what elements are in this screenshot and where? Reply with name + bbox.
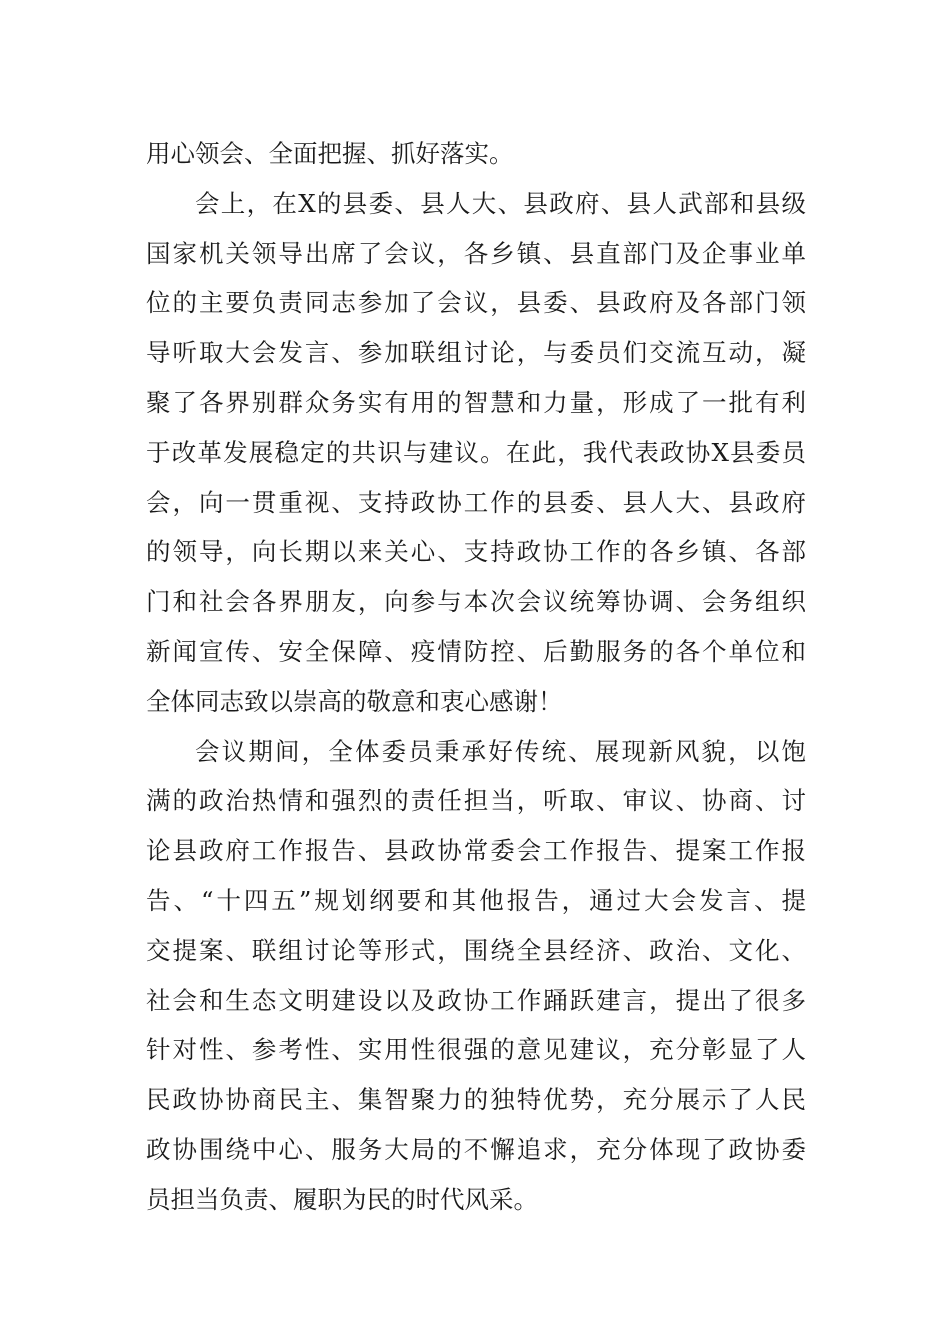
text-line: 的领导，向长期以来关心、支持政协工作的各乡镇、各部	[146, 537, 806, 567]
text-line: 国家机关领导出席了会议，各乡镇、县直部门及企事业单	[146, 238, 806, 268]
text-line: 告、“十四五”规划纲要和其他报告，通过大会发言、提	[146, 885, 806, 915]
paragraph	[146, 129, 806, 179]
text-line: 交提案、联组讨论等形式，围绕全县经济、政治、文化、	[146, 935, 806, 965]
paragraph	[146, 179, 806, 727]
text-line: 门和社会各界朋友，向参与本次会议统筹协调、会务组织	[146, 587, 806, 617]
text-line: 位的主要负责同志参加了会议，县委、县政府及各部门领	[146, 288, 806, 318]
text-line: 政协围绕中心、服务大局的不懈追求，充分体现了政协委	[146, 1134, 806, 1164]
text-line: 导听取大会发言、参加联组讨论，与委员们交流互动，凝	[146, 338, 806, 368]
text-line: 会上，在X的县委、县人大、县政府、县人武部和县级	[195, 188, 806, 218]
text-line: 新闻宣传、安全保障、疫情防控、后勤服务的各个单位和	[146, 636, 806, 666]
text-line: 聚了各界别群众务实有用的智慧和力量，形成了一批有利	[146, 387, 806, 417]
text-line: 全体同志致以崇高的敬意和衷心感谢！	[146, 686, 563, 716]
text-line: 会议期间，全体委员秉承好传统、展现新风貌，以饱	[195, 736, 806, 766]
text-line: 用心领会、全面把握、抓好落实。	[146, 139, 514, 168]
text-line: 于改革发展稳定的共识与建议。在此，我代表政协X县委员	[146, 437, 806, 467]
text-line: 员担当负责、履职为民的时代风采。	[146, 1184, 538, 1214]
text-line: 会，向一贯重视、支持政协工作的县委、县人大、县政府	[146, 487, 806, 517]
paragraph	[146, 727, 806, 1225]
text-line: 满的政治热情和强烈的责任担当，听取、审议、协商、讨	[146, 786, 806, 816]
text-line: 论县政府工作报告、县政协常委会工作报告、提案工作报	[146, 836, 806, 866]
document-body	[146, 129, 806, 1225]
text-line: 民政协协商民主、集智聚力的独特优势，充分展示了人民	[146, 1085, 806, 1115]
text-line: 社会和生态文明建设以及政协工作踊跃建言，提出了很多	[146, 985, 806, 1015]
text-line: 针对性、参考性、实用性很强的意见建议，充分彰显了人	[146, 1035, 806, 1065]
